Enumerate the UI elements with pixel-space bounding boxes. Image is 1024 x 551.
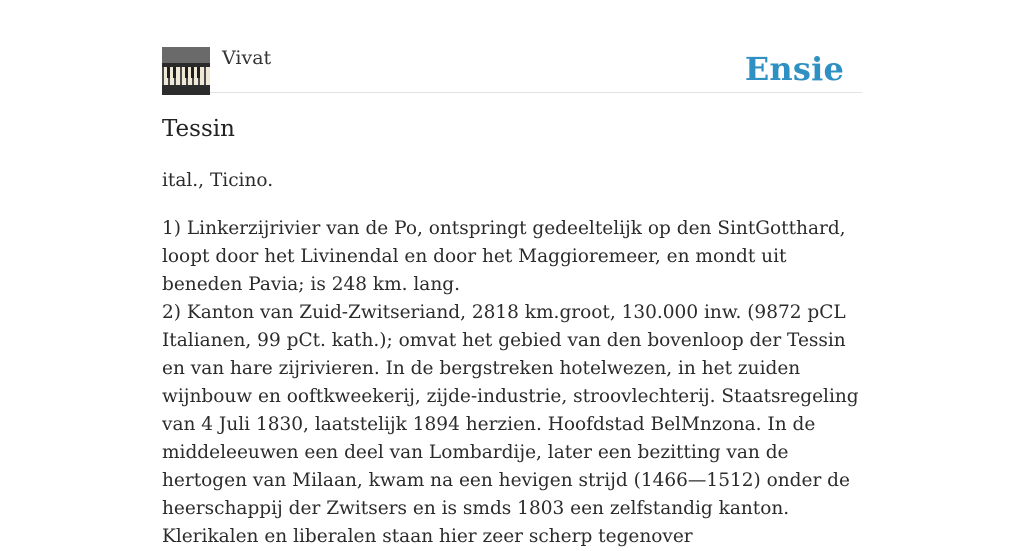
page-title: Tessin xyxy=(162,116,235,142)
piano-keys-avatar-icon xyxy=(162,47,210,95)
article-subtitle: ital., Ticino. xyxy=(162,170,274,191)
avatar[interactable] xyxy=(162,47,210,95)
brand-logo[interactable]: Ensie xyxy=(744,50,844,88)
author-name[interactable]: Vivat xyxy=(222,47,272,69)
header xyxy=(162,46,862,93)
article-body: 1) Linkerzijrivier van de Po, ontspringt gedeeltelijk op den SintGotthard, loopt door het Livinendal en door het Maggioremeer, en mondt uit beneden Pavia; is 248 km. lang. 2) Kanton van Zuid-Zwitseriand, 2818 km.groot, 130.000 inw. (9872 pCL Italianen, 99 pCt. kath.); omvat het gebied van den bovenloop der Tessin en van hare zijrivieren. In de bergstreken hotelwezen, in het zuiden wijnbouw en ooftkweekerij, zijde-industrie, stroovlechterij. Staatsregeling van 4 Juli 1830, laatstelijk 1894 herzien. Hoofdstad BelMnzona. In de middeleeuwen een deel van Lombardije, later een bezitting van de hertogen van Milaan, kwam na een hevigen strijd (1466—1512) onder de heerschappij der Zwitsers en is smds 1803 een zelfstandig kanton. Klerikalen en liberalen staan hier zeer scherp tegenover xyxy=(162,218,859,547)
